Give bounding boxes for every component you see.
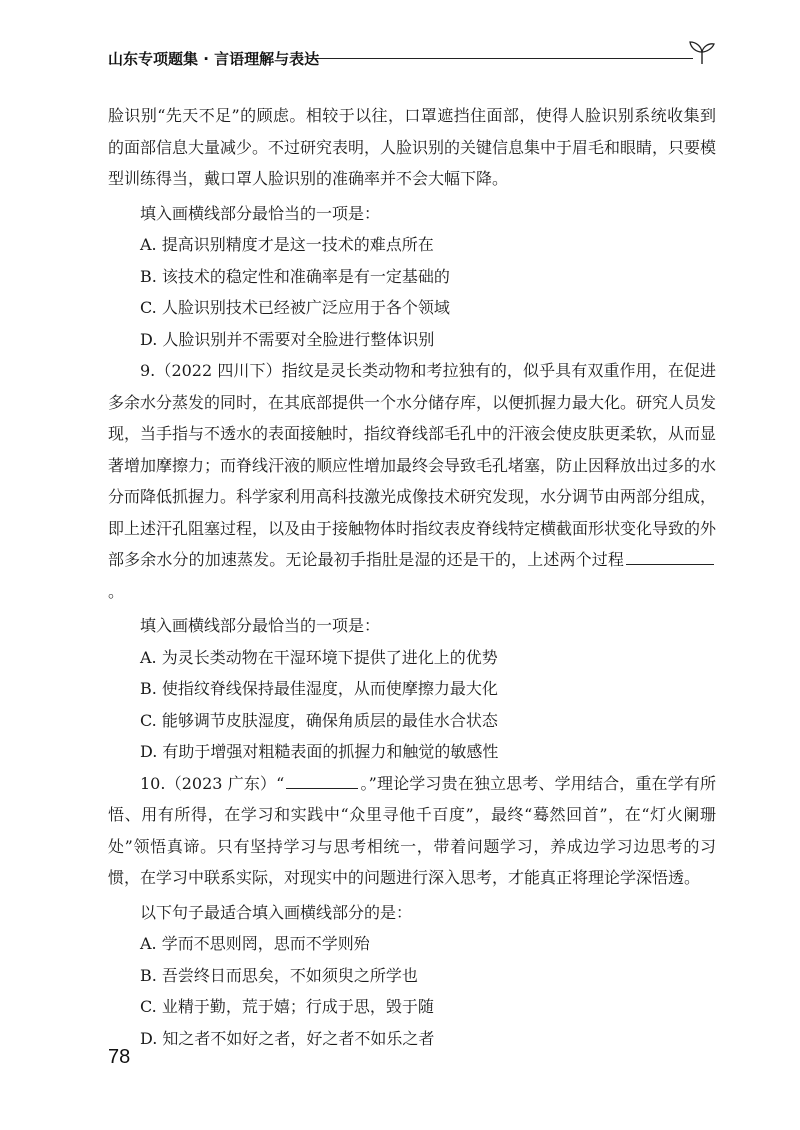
q8-prompt: 填入画横线部分最恰当的一项是： bbox=[140, 203, 381, 223]
q9-passage bbox=[108, 355, 716, 607]
q8-passage-end: 脸识别“先天不足”的顾虑。相较于以往，口罩遮挡住面部，使得人脸识别系统收集到的面部信息大量减少。不过研究表明，人脸识别的关键信息集中于眉毛和眼睛，只要模型训练得当，戴口罩人脸识别的准确率并不会大幅下降。 bbox=[108, 106, 717, 188]
q10-blank bbox=[286, 774, 358, 789]
q10-option-c: C. 业精于勤，荒于嬉；行成于思，毁于随 bbox=[140, 997, 434, 1016]
page-number: 78 bbox=[108, 1046, 131, 1068]
q9-option-a: A. 为灵长类动物在干湿环境下提供了进化上的优势 bbox=[140, 647, 498, 667]
q10-prompt: 以下句子最适合填入画横线部分的是： bbox=[140, 902, 413, 922]
q8-option-b: B. 该技术的稳定性和准确率是有一定基础的 bbox=[140, 266, 450, 286]
q9-passage-text: 9.（2022 四川下）指纹是灵长类动物和考拉独有的，似乎具有双重作用，在促进多余水分蒸发的同时，在其底部提供一个水分储存库，以便抓握力最大化。研究人员发现，当手指与不透水的表面接触时，指纹脊线部毛孔中的汗液会使皮肤更柔软，从而显著增加摩擦力；而脊线汗液的顺应性增加最终会导致毛孔堵塞，防止因释放出过多的水分而降低抓握力。科学家利用高科技激光成像技术研究发现，水分调节由两部分组成，即上述汗孔阻塞过程，以及由于接触物体时指纹表皮脊线特定横截面形状变化导致的外部多余水分的加速蒸发。无论最初手指肚是湿的还是干的，上述两个过程 bbox=[108, 361, 717, 569]
q9-blank bbox=[626, 550, 714, 565]
q9-prompt: 填入画横线部分最恰当的一项是： bbox=[140, 616, 381, 635]
q9-option-d: D. 有助于增强对粗糙表面的抓握力和触觉的敏感性 bbox=[140, 742, 499, 761]
q8-option-d: D. 人脸识别并不需要对全脸进行整体识别 bbox=[140, 329, 435, 349]
q10-passage bbox=[108, 768, 716, 894]
q8-option-c: C. 人脸识别技术已经被广泛应用于各个领域 bbox=[140, 298, 450, 317]
q9-option-b: B. 使指纹脊线保持最佳湿度，从而使摩擦力最大化 bbox=[140, 679, 498, 698]
header-title: 山东专项题集 · 言语理解与表达 bbox=[108, 50, 320, 68]
q10-option-a: A. 学而不思则罔，思而不学则殆 bbox=[140, 934, 370, 953]
q10-option-b: B. 吾尝终日而思矣，不如须臾之所学也 bbox=[140, 965, 418, 985]
q9-option-c: C. 能够调节皮肤湿度，确保角质层的最佳水合状态 bbox=[140, 710, 498, 730]
q9-end-punct: 。 bbox=[108, 581, 125, 601]
page-header bbox=[108, 44, 714, 72]
header-rule bbox=[308, 58, 693, 59]
q8-option-a: A. 提高识别精度才是这一技术的难点所在 bbox=[140, 235, 434, 254]
sprout-icon bbox=[686, 40, 718, 66]
q10-passage-text: 。”理论学习贵在独立思考、学用结合，重在学有所悟、用有所得，在学习和实践中“众里寻他千百度”，最终“蓦然回首”，在“灯火阑珊处”领悟真谛。只有坚持学习与思考相统一，带着问题学习，养成边学习边思考的习惯，在学习中联系实际，对现实中的问题进行深入思考，才能真正将理论学深悟透。 bbox=[108, 773, 716, 887]
q10-prefix: 10.（2023 广东）“ bbox=[140, 773, 285, 793]
page-content bbox=[108, 100, 716, 1054]
q10-option-d: D. 知之者不如好之者，好之者不如乐之者 bbox=[140, 1028, 435, 1048]
